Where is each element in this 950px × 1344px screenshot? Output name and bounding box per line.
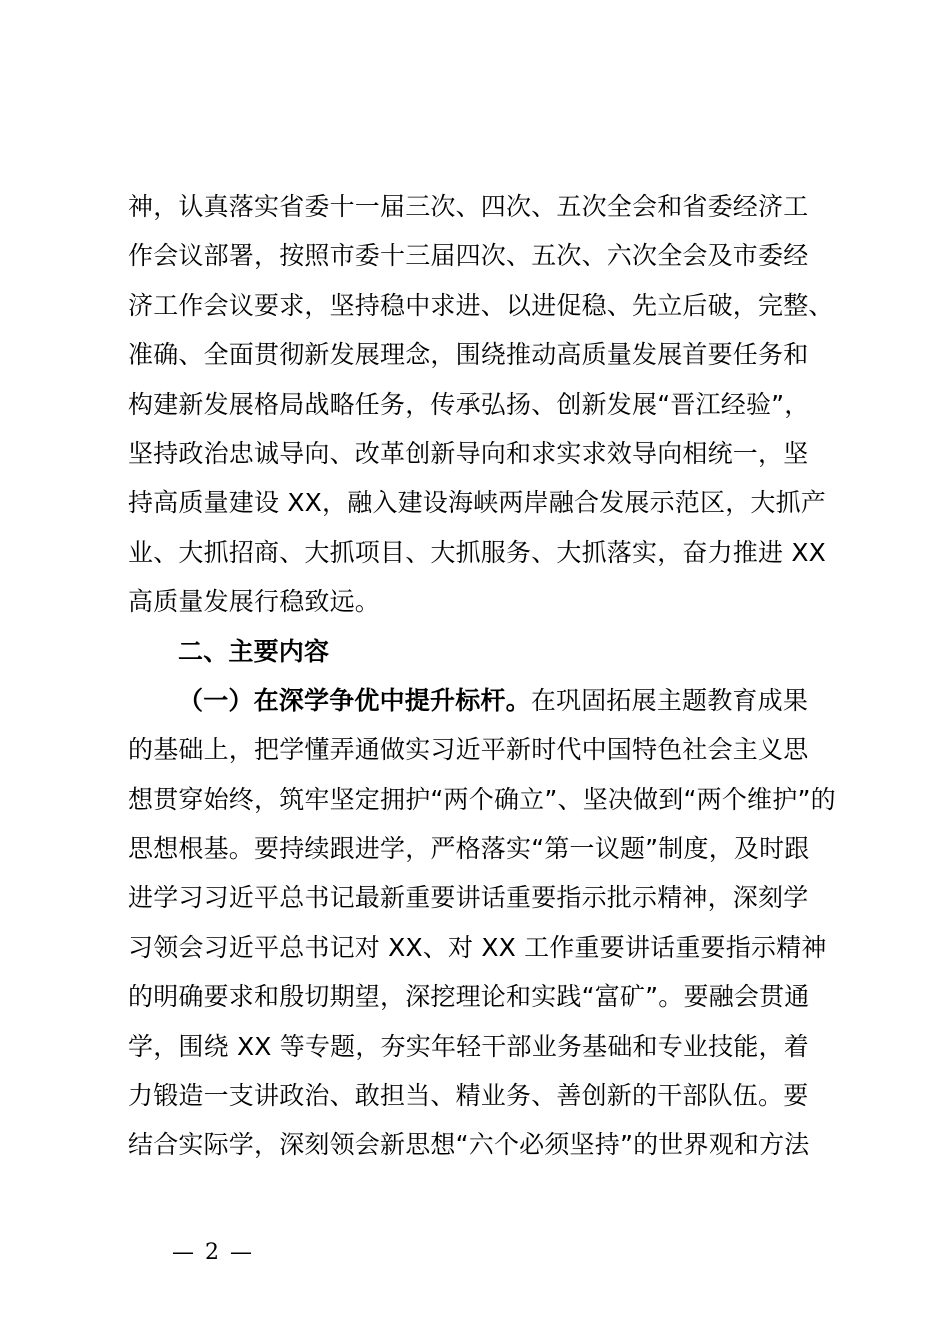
paragraph-line: 济工作会议要求，坚持稳中求进、以进促稳、先立后破，完整、 (128, 290, 834, 320)
paragraph-line: 结合实际学，深刻领会新思想“六个必须坚持”的世界观和方法 (128, 1130, 810, 1160)
paragraph-line: 作会议部署，按照市委十三届四次、五次、六次全会及市委经 (128, 241, 809, 271)
section-first-line (128, 676, 838, 725)
paragraph-line: 准确、全面贯彻新发展理念，围绕推动高质量发展首要任务和 (128, 340, 809, 370)
paragraph-line: 思想根基。要持续跟进学，严格落实“第一议题”制度，及时跟 (128, 834, 810, 864)
paragraph-line: 高质量发展行稳致远。 (128, 587, 381, 617)
page-number: — 2 — (172, 1240, 254, 1265)
paragraph-line: 想贯穿始终，筑牢坚定拥护“两个确立”、坚决做到“两个维护”的 (128, 784, 836, 814)
paragraph-line: 力锻造一支讲政治、敢担当、精业务、善创新的干部队伍。要 (128, 1081, 809, 1111)
paragraph-line: 的明确要求和殷切期望，深挖理论和实践“富矿”。要融会贯通 (128, 982, 810, 1012)
subsection-first-line-text: 在巩固拓展主题教育成果 (530, 685, 809, 715)
paragraph-line: 进学习习近平总书记最新重要讲话重要指示批示精神，深刻学 (128, 883, 809, 913)
paragraph-line: 持高质量建设 XX，融入建设海峡两岸融合发展示范区，大抓产 (128, 488, 827, 518)
paragraph-line: 习领会习近平总书记对 XX、对 XX 工作重要讲话重要指示精神 (128, 932, 827, 962)
paragraph-line: 构建新发展格局战略任务，传承弘扬、创新发展“晋江经验”， (128, 389, 810, 419)
section-heading: 二、主要内容 (178, 636, 330, 666)
paragraph-line: 的基础上，把学懂弄通做实习近平新时代中国特色社会主义思 (128, 735, 809, 765)
paragraph-line: 坚持政治忠诚导向、改革创新导向和求实求效导向相统一，坚 (128, 438, 809, 468)
paragraph-line: 业、大抓招商、大抓项目、大抓服务、大抓落实，奋力推进 XX (128, 537, 827, 567)
paragraph-line: 学，围绕 XX 等专题，夯实年轻干部业务基础和专业技能，着 (128, 1031, 809, 1061)
paragraph-line: 神，认真落实省委十一届三次、四次、五次全会和省委经济工 (128, 192, 809, 221)
document-body (128, 182, 838, 1170)
subsection-title: （一）在深学争优中提升标杆。 (178, 685, 531, 715)
